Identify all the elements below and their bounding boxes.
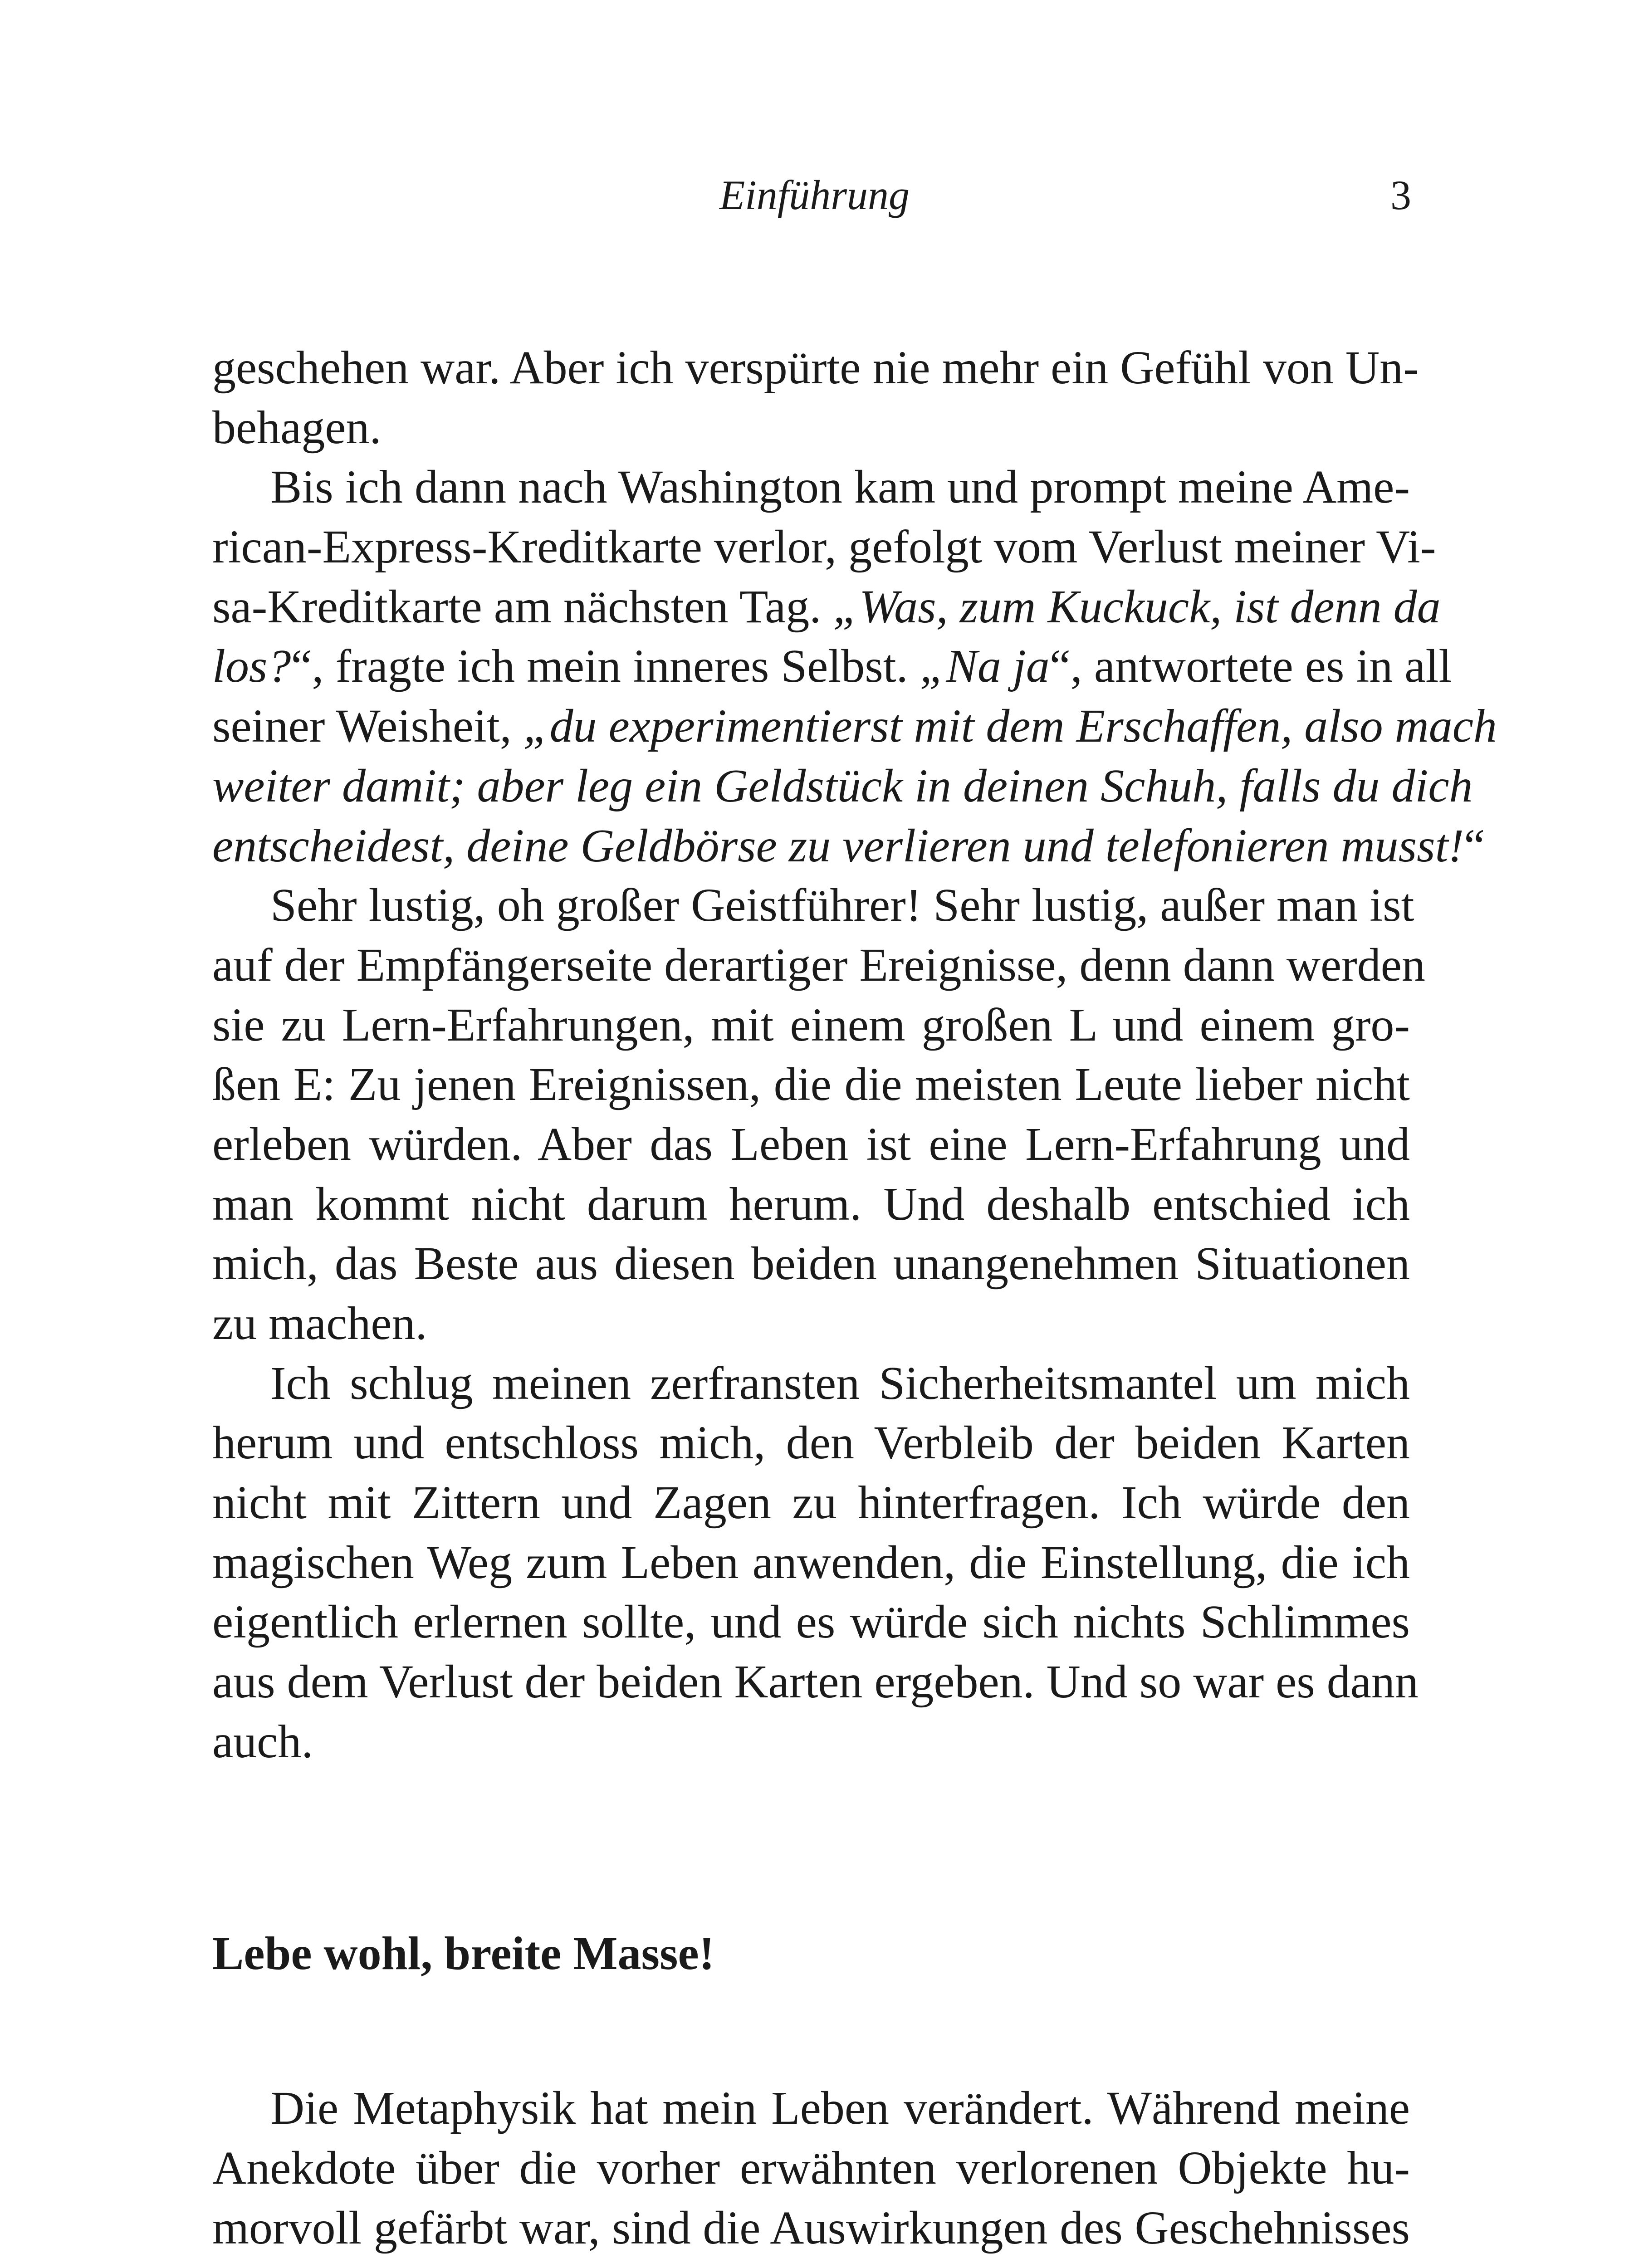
- page-number: 3: [1390, 172, 1411, 218]
- text-line: ßen E: Zu jenen Ereignissen, die die meisten Leute lieber nicht: [212, 1058, 1410, 1111]
- italic-quote: los?: [212, 640, 291, 693]
- text-line: Ich schlug meinen zerfransten Sicherheitsmantel um mich: [270, 1357, 1410, 1409]
- body-text: [212, 338, 1497, 2258]
- text-line: Sehr lustig, oh großer Geistführer! Sehr lustig, außer man ist: [270, 879, 1414, 932]
- text-line: mich, das Beste aus diesen beiden unangenehmen Situationen: [212, 1237, 1410, 1290]
- text-line: aus dem Verlust der beiden Karten ergeben. Und so war es dann: [212, 1656, 1419, 1708]
- running-title: Einführung: [719, 172, 910, 218]
- section-heading: Lebe wohl, breite Masse!: [212, 1927, 715, 1980]
- text-line: geschehen war. Aber ich verspürte nie mehr ein Gefühl von Un-: [212, 342, 1419, 394]
- text-line: zu machen.: [212, 1297, 427, 1349]
- text-line: entscheidest, deine Geldbörse zu verlieren und telefonieren musst!“: [212, 819, 1485, 872]
- text-line: erleben würden. Aber das Leben ist eine Lern-Erfahrung und: [212, 1118, 1410, 1170]
- text-line: magischen Weg zum Leben anwenden, die Einstellung, die ich: [212, 1536, 1410, 1589]
- text-line: sie zu Lern-Erfahrungen, mit einem großen L und einem gro-: [212, 998, 1410, 1051]
- text-line: Die Metaphysik hat mein Leben verändert. Während meine: [270, 2082, 1410, 2135]
- italic-quote: „Na ja: [920, 640, 1050, 693]
- text-line: seiner Weisheit, „du experimentierst mit dem Erschaffen, also mach: [212, 700, 1497, 753]
- text-line: auch.: [212, 1715, 313, 1768]
- text-line: nicht mit Zittern und Zagen zu hinterfragen. Ich würde den: [212, 1476, 1410, 1529]
- italic-quote: „du experimentierst mit dem Erschaffen, also mach: [523, 700, 1497, 753]
- text-line: eigentlich erlernen sollte, und es würde sich nichts Schlimmes: [212, 1596, 1410, 1648]
- text-line: weiter damit; aber leg ein Geldstück in deinen Schuh, falls du dich: [212, 759, 1473, 812]
- text-line: Bis ich dann nach Washington kam und prompt meine Ame-: [270, 461, 1410, 513]
- text-line: morvoll gefärbt war, sind die Auswirkungen des Geschehnisses: [212, 2201, 1410, 2254]
- text-line: man kommt nicht darum herum. Und deshalb entschied ich: [212, 1178, 1410, 1230]
- text-line: behagen.: [212, 401, 382, 454]
- text-line: auf der Empfängerseite derartiger Ereignisse, denn dann werden: [212, 938, 1425, 991]
- text-line: Anekdote über die vorher erwähnten verlorenen Objekte hu-: [212, 2141, 1410, 2194]
- text-line: herum und entschloss mich, den Verbleib der beiden Karten: [212, 1417, 1410, 1469]
- text-line: los?“, fragte ich mein inneres Selbst. „Na ja“, antwortete es in all: [212, 640, 1452, 693]
- italic-quote: „Was, zum Kuckuck, ist denn da: [833, 580, 1441, 633]
- italic-quote: entscheidest, deine Geldbörse zu verlieren und telefonieren musst!: [212, 819, 1464, 872]
- text-line: rican-Express-Kreditkarte verlor, gefolgt vom Verlust meiner Vi-: [212, 521, 1436, 573]
- text-line: sa-Kreditkarte am nächsten Tag. „Was, zum Kuckuck, ist denn da: [212, 580, 1441, 633]
- running-header: [0, 163, 1629, 227]
